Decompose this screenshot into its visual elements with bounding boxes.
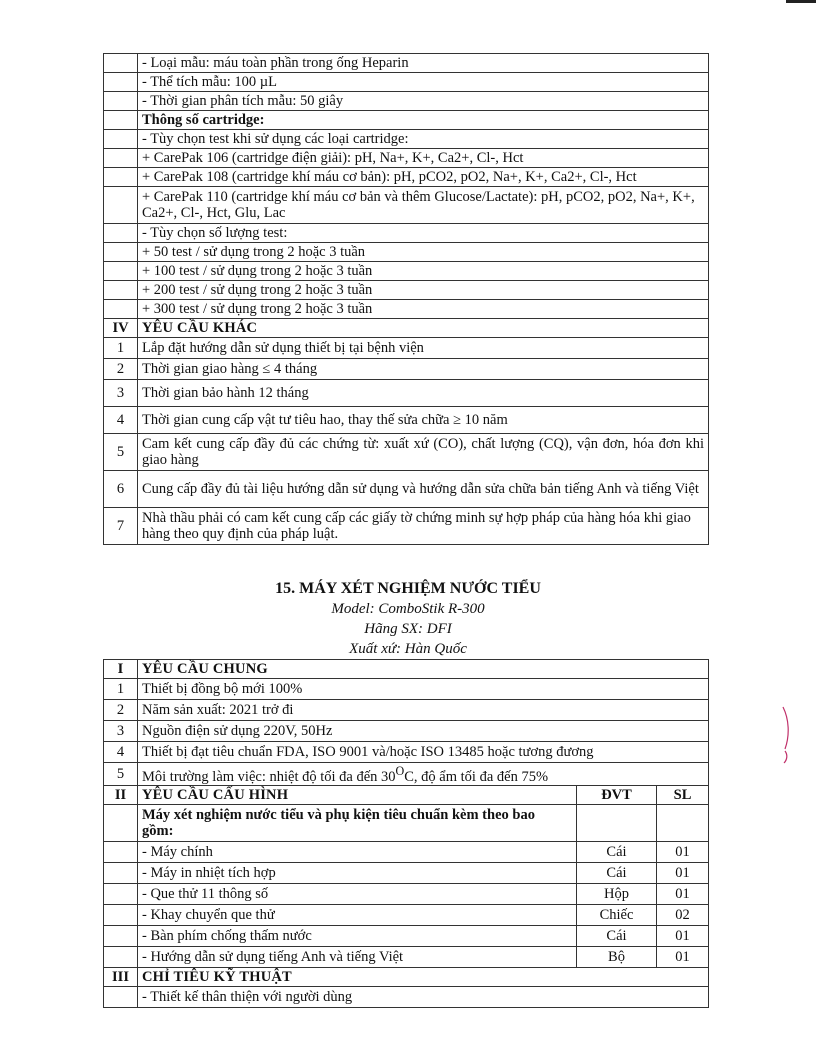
spec-text: Cung cấp đầy đủ tài liệu hướng dẫn sử dụng và hướng dẫn sửa chữa bản tiếng Anh và tiếng Việt bbox=[138, 471, 709, 508]
table-row bbox=[104, 841, 709, 862]
section-title: YÊU CẦU KHÁC bbox=[138, 319, 709, 338]
table-row bbox=[104, 883, 709, 904]
spec-text: - Thời gian phân tích mẫu: 50 giây bbox=[138, 92, 709, 111]
item-qty: 01 bbox=[657, 925, 709, 946]
spec-text: + 50 test / sử dụng trong 2 hoặc 3 tuần bbox=[138, 243, 709, 262]
table-row bbox=[104, 111, 709, 130]
table-row bbox=[104, 73, 709, 92]
item-unit: Chiếc bbox=[577, 904, 657, 925]
section-number: III bbox=[104, 967, 138, 986]
spec-text: Cam kết cung cấp đầy đủ các chứng từ: xuất xứ (CO), chất lượng (CQ), vận đơn, hóa đơn khi giao hàng bbox=[138, 434, 709, 471]
spec-text: Thiết bị đạt tiêu chuẩn FDA, ISO 9001 và/hoặc ISO 13485 hoặc tương đương bbox=[138, 742, 709, 763]
table-row bbox=[104, 92, 709, 111]
degree-superscript: O bbox=[395, 764, 405, 778]
table-row bbox=[104, 281, 709, 300]
spec-text: + 300 test / sử dụng trong 2 hoặc 3 tuần bbox=[138, 300, 709, 319]
spec-text: Lắp đặt hướng dẫn sử dụng thiết bị tại bệnh viện bbox=[138, 338, 709, 359]
spec-text: + 100 test / sử dụng trong 2 hoặc 3 tuần bbox=[138, 262, 709, 281]
table-row bbox=[104, 149, 709, 168]
item-unit: Bộ bbox=[577, 946, 657, 967]
item-qty: 02 bbox=[657, 904, 709, 925]
table-row bbox=[104, 862, 709, 883]
table-row: 3 Nguồn điện sử dụng 220V, 50Hz bbox=[104, 721, 709, 742]
table-row bbox=[104, 946, 709, 967]
item-name: - Máy chính bbox=[138, 841, 577, 862]
section-number: II bbox=[104, 785, 138, 804]
spec-text: + CarePak 110 (cartridge khí máu cơ bản và thêm Glucose/Lactate): pH, pCO2, pO2, Na+, K+, Ca2+, Cl-, Hct, Glu, Lac bbox=[138, 187, 709, 224]
config-intro: Máy xét nghiệm nước tiểu và phụ kiện tiêu chuẩn kèm theo bao gồm: bbox=[138, 804, 577, 841]
spec-text: + 200 test / sử dụng trong 2 hoặc 3 tuần bbox=[138, 281, 709, 300]
spec-text: Năm sản xuất: 2021 trở đi bbox=[138, 700, 709, 721]
item-qty: 01 bbox=[657, 862, 709, 883]
table-row bbox=[104, 243, 709, 262]
item-unit: Cái bbox=[577, 841, 657, 862]
table-row bbox=[104, 168, 709, 187]
table-row: 2 Thời gian giao hàng ≤ 4 tháng bbox=[104, 359, 709, 380]
table-row bbox=[104, 187, 709, 224]
spec-text: - Tùy chọn test khi sử dụng các loại cartridge: bbox=[138, 130, 709, 149]
spec-text: - Thể tích mẫu: 100 µL bbox=[138, 73, 709, 92]
section-row-iii bbox=[104, 967, 709, 986]
table-row: 3 Thời gian bảo hành 12 tháng bbox=[104, 380, 709, 407]
cartridge-heading: Thông số cartridge: bbox=[138, 111, 709, 130]
table-row bbox=[104, 224, 709, 243]
urine-analyzer-table bbox=[103, 659, 709, 1008]
table-row bbox=[104, 925, 709, 946]
model-line: Model: ComboStik R-300 bbox=[331, 601, 485, 617]
item-qty: 01 bbox=[657, 883, 709, 904]
item-unit: Cái bbox=[577, 862, 657, 883]
table-row: 7 Nhà thầu phải có cam kết cung cấp các giấy tờ chứng minh sự hợp pháp của hàng hóa khi giao hàng theo quy định của pháp luật. bbox=[104, 508, 709, 545]
section-15-title: 15. MÁY XÉT NGHIỆM NƯỚC TIỂU bbox=[275, 580, 541, 597]
table-row bbox=[104, 54, 709, 73]
table-row: 1 Thiết bị đồng bộ mới 100% bbox=[104, 679, 709, 700]
spec-text: Nhà thầu phải có cam kết cung cấp các giấy tờ chứng minh sự hợp pháp của hàng hóa khi giao hàng theo quy định của pháp luật. bbox=[138, 508, 709, 545]
table-row bbox=[104, 300, 709, 319]
section-title: CHỈ TIÊU KỸ THUẬT bbox=[138, 967, 709, 986]
spec-text: Thời gian giao hàng ≤ 4 tháng bbox=[138, 359, 709, 380]
spec-text: - Loại mẫu: máu toàn phần trong ống Heparin bbox=[138, 54, 709, 73]
spec-text: - Thiết kế thân thiện với người dùng bbox=[138, 986, 709, 1007]
spec-text: + CarePak 106 (cartridge điện giải): pH, Na+, K+, Ca2+, Cl-, Hct bbox=[138, 149, 709, 168]
item-name: - Que thử 11 thông số bbox=[138, 883, 577, 904]
environment-text: Môi trường làm việc: nhiệt độ tối đa đến $30^OC$, độ ẩm tối đa đến 75% bbox=[138, 763, 709, 786]
item-qty: 01 bbox=[657, 946, 709, 967]
spec-text: - Tùy chọn số lượng test: bbox=[138, 224, 709, 243]
item-name: - Hướng dẫn sử dụng tiếng Anh và tiếng Việt bbox=[138, 946, 577, 967]
item-qty: 01 bbox=[657, 841, 709, 862]
section-number: IV bbox=[104, 319, 138, 338]
spec-text: Thời gian bảo hành 12 tháng bbox=[138, 380, 709, 407]
table-row bbox=[104, 804, 709, 841]
spec-table-continued bbox=[103, 53, 709, 545]
item-unit: Cái bbox=[577, 925, 657, 946]
qty-header: SL bbox=[657, 785, 709, 804]
table-row: 4 Thiết bị đạt tiêu chuẩn FDA, ISO 9001 và/hoặc ISO 13485 hoặc tương đương bbox=[104, 742, 709, 763]
spec-text: Thiết bị đồng bộ mới 100% bbox=[138, 679, 709, 700]
item-unit: Hộp bbox=[577, 883, 657, 904]
section-title: YÊU CẦU CHUNG bbox=[138, 660, 709, 679]
pen-mark-decoration bbox=[781, 705, 791, 765]
unit-header: ĐVT bbox=[577, 785, 657, 804]
table-row: 1 Lắp đặt hướng dẫn sử dụng thiết bị tại bệnh viện bbox=[104, 338, 709, 359]
item-name: - Bàn phím chống thấm nước bbox=[138, 925, 577, 946]
item-name: - Khay chuyển que thử bbox=[138, 904, 577, 925]
table-row: 5 Cam kết cung cấp đầy đủ các chứng từ: xuất xứ (CO), chất lượng (CQ), vận đơn, hóa đơn khi giao hàng bbox=[104, 434, 709, 471]
item-name: - Máy in nhiệt tích hợp bbox=[138, 862, 577, 883]
section-row-iv bbox=[104, 319, 709, 338]
table-row: 2 Năm sản xuất: 2021 trở đi bbox=[104, 700, 709, 721]
origin-line: Xuất xứ: Hàn Quốc bbox=[349, 641, 467, 657]
manufacturer-line: Hãng SX: DFI bbox=[364, 621, 452, 637]
table-row bbox=[104, 130, 709, 149]
section-number: I bbox=[104, 660, 138, 679]
section-row-i bbox=[104, 660, 709, 679]
table-row bbox=[104, 986, 709, 1007]
spec-text: Nguồn điện sử dụng 220V, 50Hz bbox=[138, 721, 709, 742]
section-title: YÊU CẦU CẤU HÌNH bbox=[138, 785, 577, 804]
table-row: 5 Môi trường làm việc: nhiệt độ tối đa đến $30^OC$, độ ẩm tối đa đến 75% bbox=[104, 763, 709, 786]
spec-text: + CarePak 108 (cartridge khí máu cơ bản): pH, pCO2, pO2, Na+, K+, Ca2+, Cl-, Hct bbox=[138, 168, 709, 187]
spec-text: Thời gian cung cấp vật tư tiêu hao, thay thế sửa chữa ≥ 10 năm bbox=[138, 407, 709, 434]
table-row bbox=[104, 262, 709, 281]
corner-scan-mark bbox=[786, 0, 816, 3]
section-row-ii bbox=[104, 785, 709, 804]
table-row bbox=[104, 904, 709, 925]
table-row: 4 Thời gian cung cấp vật tư tiêu hao, thay thế sửa chữa ≥ 10 năm bbox=[104, 407, 709, 434]
table-row: 6 Cung cấp đầy đủ tài liệu hướng dẫn sử dụng và hướng dẫn sửa chữa bản tiếng Anh và tiếng Việt bbox=[104, 471, 709, 508]
